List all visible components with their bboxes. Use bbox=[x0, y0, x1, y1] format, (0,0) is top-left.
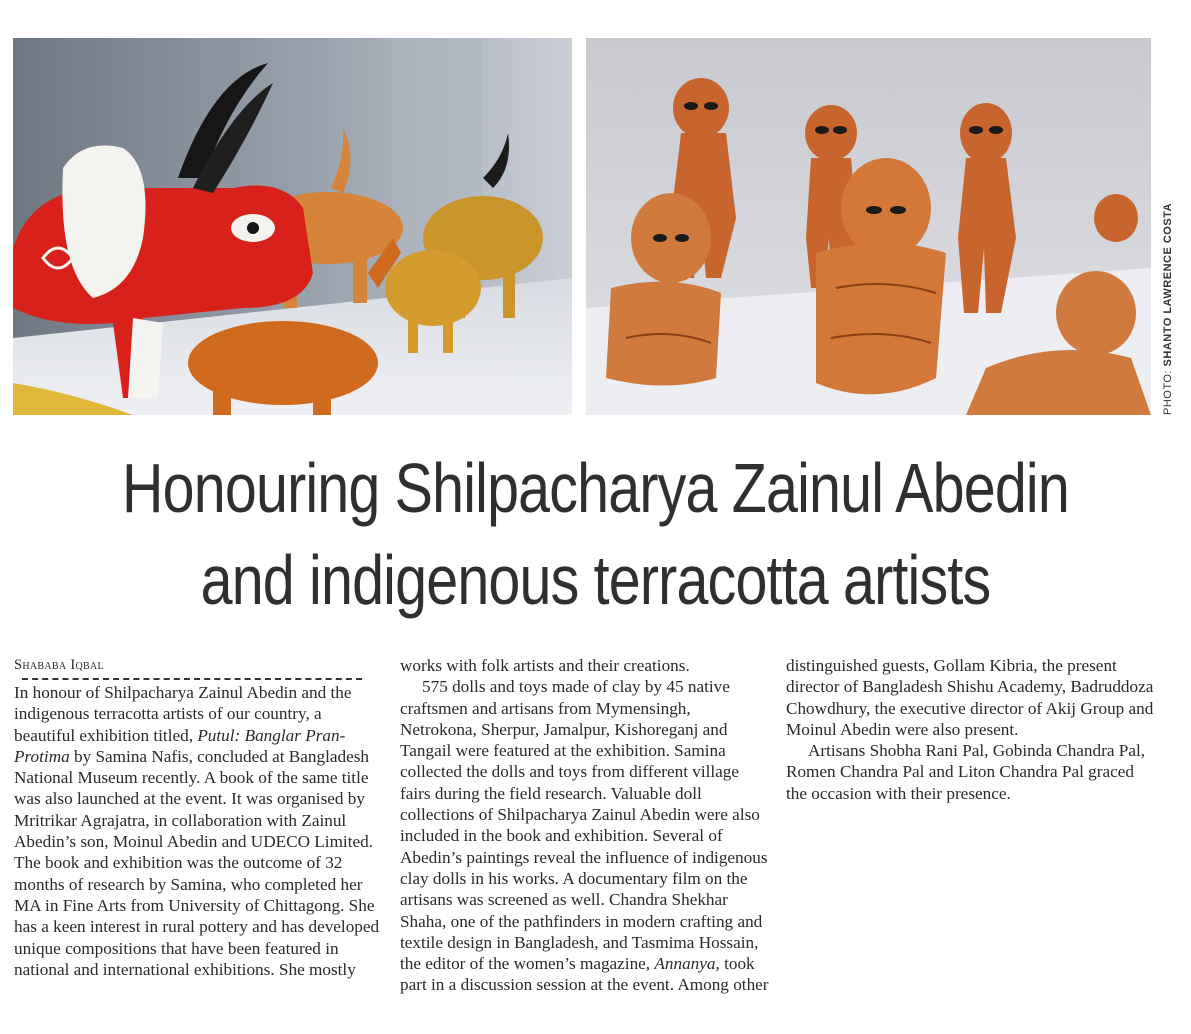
byline-rule bbox=[22, 678, 362, 680]
headline-line-2: and indigenous terracotta artists bbox=[200, 541, 991, 619]
terracotta-figurines-illustration bbox=[586, 38, 1151, 415]
paragraph-1-text-a: In honour of Shilpacharya Zainul Abedin and the indigenous terracotta artists of our country, a beautiful exhibition titled, bbox=[14, 683, 352, 745]
paragraph-1-text-b-continued: works with folk artists and their creations. bbox=[400, 656, 690, 675]
photo-credit-label: PHOTO: bbox=[1162, 370, 1174, 415]
paragraph-2-text-a: 575 dolls and toys made of clay by 45 native craftsmen and artisans from Mymensingh, Netrokona, Sherpur, Jamalpur, Kishoreganj and Tangail were featured at the exhibition. Samina collected the dolls and toys from different village fairs during the field research. Valuable doll collections of Shilpacharya Zainul Abedin were also included in the book and exhibition. Several of Abedin’s paintings reveal the influence of indigenous clay dolls in his works. A documentary film on the artisans was screened as well. Chandra Shekhar Shaha, one of the pathfinders in modern crafting and textile design in Bangladesh, and Tasmima Hossain, the editor of the women’s magazine, bbox=[400, 677, 768, 974]
article-paragraph-2 bbox=[400, 676, 770, 995]
article-column-2 bbox=[400, 655, 770, 996]
headline bbox=[107, 442, 1084, 626]
article-paragraph-1-continued bbox=[400, 655, 770, 676]
magazine-name: Annanya, bbox=[654, 954, 720, 974]
photo-painted-clay-bulls bbox=[13, 38, 572, 415]
photo-credit-name: SHANTO LAWRENCE COSTA bbox=[1162, 202, 1174, 367]
paragraph-2-text-b-continued: distinguished guests, Gollam Kibria, the present director of Bangladesh Shishu Academy, Badruddoza Chowdhury, the executive director of Akij Group and Moinul Abedin were also present. bbox=[786, 656, 1154, 739]
article-column-1 bbox=[14, 655, 384, 980]
byline: Shababa Iqbal bbox=[14, 657, 104, 673]
article-paragraph-1 bbox=[14, 682, 384, 980]
article-column-3 bbox=[786, 655, 1156, 804]
paragraph-1-text-b: by Samina Nafis, concluded at Bangladesh National Museum recently. A book of the same title was also launched at the event. It was organised by Mritrikar Agrajatra, in collaboration with Zainul Abedin’s son, Moinul Abedin and UDECO Limited. The book and exhibition was the outcome of 32 months of research by Samina, who completed her MA in Fine Arts from University of Chittagong. She has a keen interest in rural pottery and has developed unique compositions that have been featured in national and international exhibitions. She mostly bbox=[14, 746, 380, 979]
clay-bulls-illustration bbox=[13, 38, 572, 415]
article-paragraph-2-continued bbox=[786, 655, 1156, 740]
headline-line-1: Honouring Shilpacharya Zainul Abedin bbox=[122, 449, 1069, 527]
photo-terracotta-figurines bbox=[586, 38, 1151, 415]
article-paragraph-3: Artisans Shobha Rani Pal, Gobinda Chandra Pal, Romen Chandra Pal and Liton Chandra Pal graced the occasion with their presence. bbox=[786, 741, 1146, 803]
exhibition-title: Putul: Banglar Pran-Protima bbox=[14, 725, 346, 766]
paragraph-2-text-b: took part in a discussion session at the event. Among other bbox=[400, 954, 769, 995]
photo-credit bbox=[1162, 155, 1174, 415]
